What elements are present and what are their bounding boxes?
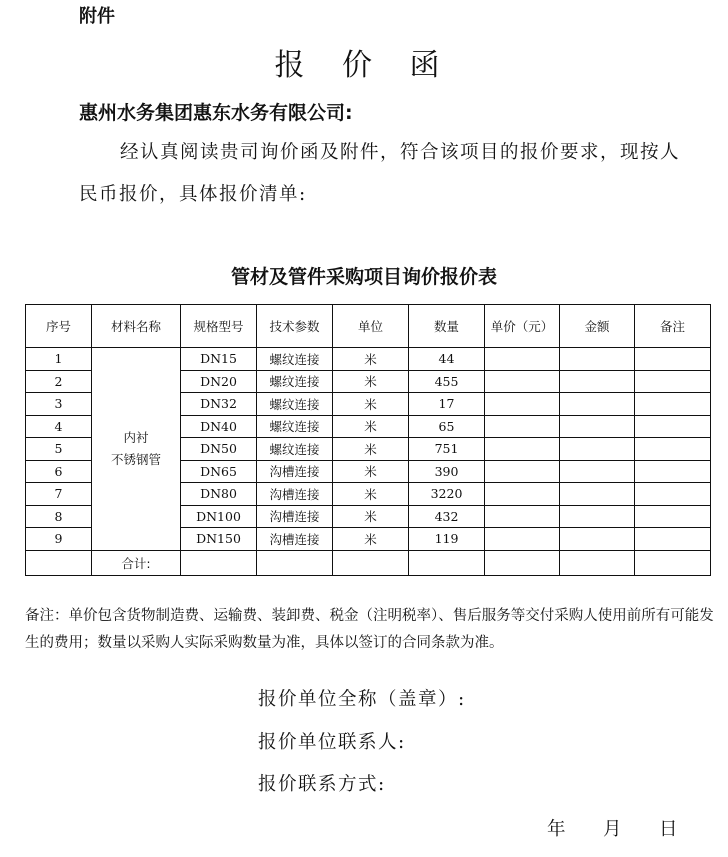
material-name-line-1: 内衬 [123,429,149,445]
quotation-table [25,304,711,576]
cell-unit: 米 [333,393,409,416]
header-param: 技术参数 [257,305,333,348]
header-unit-price: 单价（元） [485,305,560,348]
cell-no: 4 [26,415,92,438]
cell-spec: DN100 [181,505,257,528]
cell-amount [560,460,635,483]
total-cell [26,550,92,575]
cell-unit: 米 [333,483,409,506]
cell-amount [560,528,635,551]
remark-note: 备注：单价包含货物制造费、运输费、装卸费、税金（注明税率）、售后服务等交付采购人使用前所有可能发生的费用；数量以采购人实际采购数量为准，具体以签订的合同条款为准。 [25,608,714,651]
cell-qty: 455 [409,370,485,393]
cell-unit: 米 [333,460,409,483]
cell-qty: 17 [409,393,485,416]
cell-remark [635,528,711,551]
date-year: 年 [547,819,568,840]
cell-unit: 米 [333,348,409,371]
document-title: 报 价 函 [274,48,454,83]
cell-param: 沟槽连接 [257,528,333,551]
cell-param: 螺纹连接 [257,438,333,461]
cell-amount [560,393,635,416]
cell-no: 6 [26,460,92,483]
signature-contact-method: 报价联系方式: [258,774,386,795]
addressee: 惠州水务集团惠东水务有限公司: [79,102,353,124]
cell-material [92,348,181,551]
signature-contact: 报价单位联系人: [258,732,406,753]
cell-unit: 米 [333,370,409,393]
date-line [547,815,679,841]
cell-unit-price [485,505,560,528]
header-no: 序号 [26,305,92,348]
total-cell [333,550,409,575]
cell-unit: 米 [333,415,409,438]
date-day: 日 [659,819,680,840]
cell-no: 1 [26,348,92,371]
cell-amount [560,438,635,461]
cell-qty: 432 [409,505,485,528]
cell-qty: 3220 [409,483,485,506]
cell-remark [635,348,711,371]
body-line-1: 经认真阅读贵司询价函及附件，符合该项目的报价要求，现按人 [120,142,681,163]
cell-param: 螺纹连接 [257,348,333,371]
cell-unit-price [485,370,560,393]
cell-no: 5 [26,438,92,461]
cell-unit: 米 [333,528,409,551]
cell-remark [635,460,711,483]
cell-amount [560,415,635,438]
cell-spec: DN32 [181,393,257,416]
cell-unit-price [485,460,560,483]
table-title: 管材及管件采购项目询价报价表 [230,266,497,288]
cell-unit-price [485,438,560,461]
cell-amount [560,483,635,506]
cell-unit-price [485,415,560,438]
cell-no: 3 [26,393,92,416]
header-unit: 单位 [333,305,409,348]
cell-no: 7 [26,483,92,506]
cell-no: 2 [26,370,92,393]
cell-no: 8 [26,505,92,528]
header-remark: 备注 [635,305,711,348]
body-line-2: 民币报价，具体报价清单: [79,184,307,205]
total-cell [257,550,333,575]
cell-spec: DN15 [181,348,257,371]
table-header-row [26,305,711,348]
cell-qty: 751 [409,438,485,461]
cell-spec: DN40 [181,415,257,438]
cell-unit-price [485,348,560,371]
cell-unit-price [485,393,560,416]
cell-remark [635,393,711,416]
cell-unit-price [485,528,560,551]
attachment-label: 附件 [79,6,115,27]
cell-remark [635,505,711,528]
total-label: 合计: [92,550,181,575]
cell-qty: 119 [409,528,485,551]
cell-qty: 65 [409,415,485,438]
header-amount: 金额 [560,305,635,348]
cell-spec: DN65 [181,460,257,483]
cell-spec: DN150 [181,528,257,551]
date-month: 月 [603,819,624,840]
cell-param: 螺纹连接 [257,393,333,416]
table-row [26,348,711,371]
cell-amount [560,370,635,393]
cell-unit: 米 [333,505,409,528]
header-spec: 规格型号 [181,305,257,348]
signature-company: 报价单位全称（盖章）: [258,689,466,710]
total-cell [409,550,485,575]
cell-param: 螺纹连接 [257,415,333,438]
cell-param: 螺纹连接 [257,370,333,393]
cell-spec: DN80 [181,483,257,506]
total-cell [560,550,635,575]
cell-unit: 米 [333,438,409,461]
cell-spec: DN20 [181,370,257,393]
cell-qty: 44 [409,348,485,371]
cell-spec: DN50 [181,438,257,461]
cell-amount [560,505,635,528]
cell-qty: 390 [409,460,485,483]
cell-unit-price [485,483,560,506]
header-qty: 数量 [409,305,485,348]
table-total-row [26,550,711,575]
cell-remark [635,370,711,393]
cell-remark [635,438,711,461]
total-cell [181,550,257,575]
cell-amount [560,348,635,371]
total-cell [485,550,560,575]
total-cell [635,550,711,575]
cell-no: 9 [26,528,92,551]
cell-remark [635,415,711,438]
material-name-line-2: 不锈钢管 [110,451,161,467]
cell-param: 沟槽连接 [257,505,333,528]
cell-remark [635,483,711,506]
cell-param: 沟槽连接 [257,460,333,483]
header-material: 材料名称 [92,305,181,348]
cell-param: 沟槽连接 [257,483,333,506]
